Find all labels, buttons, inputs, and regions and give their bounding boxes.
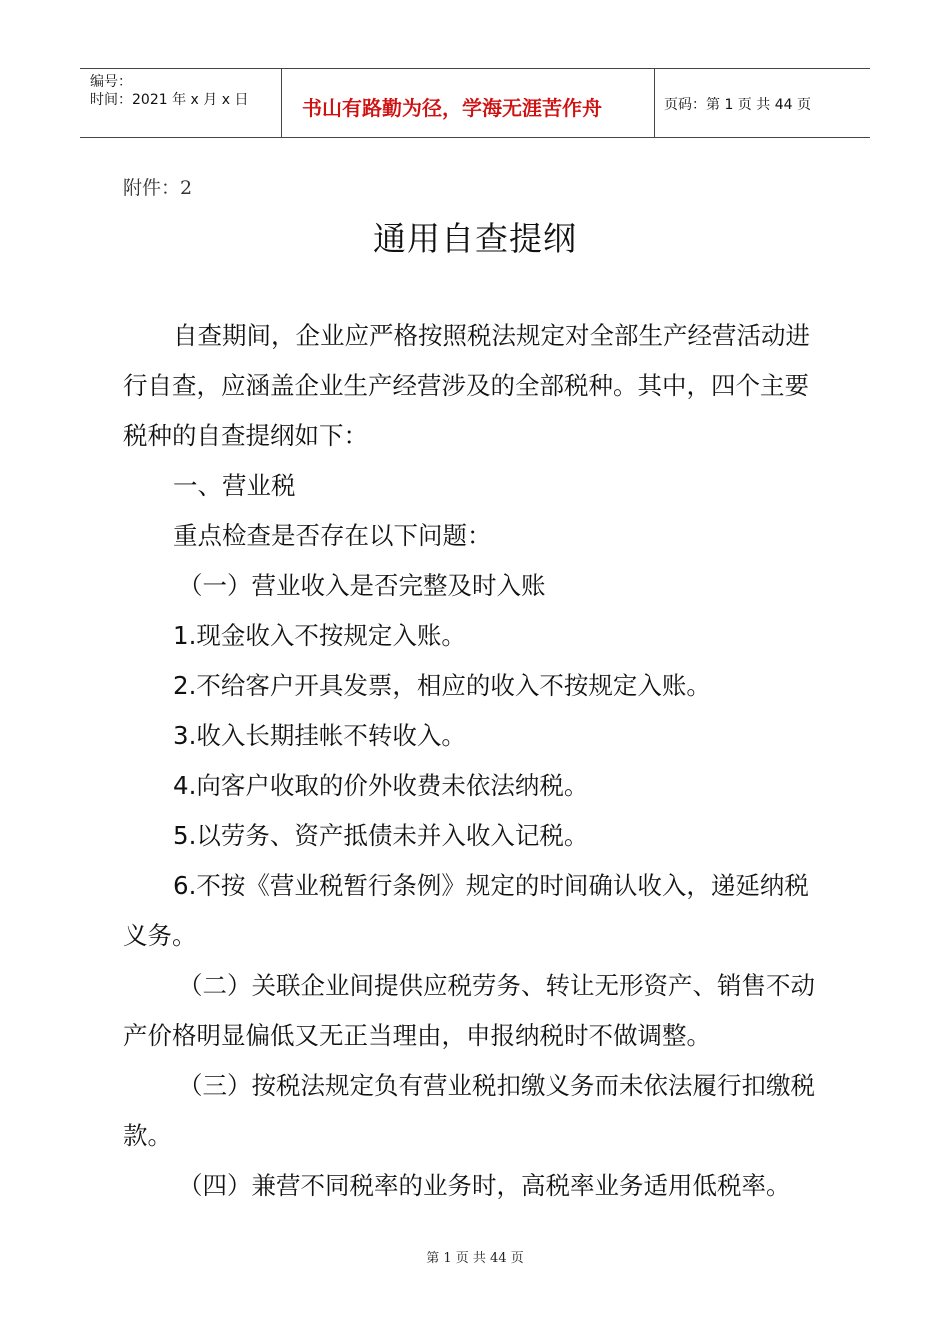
list-item: 3.收入长期挂帐不转收入。 bbox=[173, 721, 466, 750]
document-body bbox=[123, 311, 829, 1211]
subsection-paragraph: （四）兼营不同税率的业务时，高税率业务适用低税率。 bbox=[178, 1171, 791, 1200]
list-item: 2.不给客户开具发票，相应的收入不按规定入账。 bbox=[173, 671, 711, 700]
document-time-label: 时间：2021 年 x 月 x 日 bbox=[90, 92, 249, 108]
attachment-label: 附件：2 bbox=[123, 177, 193, 199]
list-item: 6.不按《营业税暂行条例》规定的时间确认收入，递延纳税义务。 bbox=[123, 871, 809, 950]
list-item: 4.向客户收取的价外收费未依法纳税。 bbox=[173, 771, 589, 800]
check-intro: 重点检查是否存在以下问题： bbox=[173, 521, 492, 550]
header-page-cell bbox=[655, 69, 870, 137]
header-motto-cell bbox=[282, 69, 655, 137]
subsection-heading: （一）营业收入是否完整及时入账 bbox=[178, 571, 546, 600]
list-item: 5.以劳务、资产抵债未并入收入记税。 bbox=[173, 821, 589, 850]
header-page-number: 页码：第 1 页 共 44 页 bbox=[664, 97, 811, 113]
subsection-paragraph: （三）按税法规定负有营业税扣缴义务而未依法履行扣缴税款。 bbox=[123, 1071, 815, 1150]
header-meta-cell bbox=[80, 69, 282, 137]
list-item: 1.现金收入不按规定入账。 bbox=[173, 621, 466, 650]
document-number-label: 编号： bbox=[90, 74, 132, 90]
header-table bbox=[80, 68, 870, 138]
intro-paragraph: 自查期间，企业应严格按照税法规定对全部生产经营活动进行自查，应涵盖企业生产经营涉及的全部税种。其中，四个主要税种的自查提纲如下： bbox=[123, 321, 810, 450]
section-heading: 一、营业税 bbox=[173, 471, 296, 500]
document-title: 通用自查提纲 bbox=[373, 219, 577, 258]
header-motto: 书山有路勤为径，学海无涯苦作舟 bbox=[302, 96, 602, 120]
subsection-paragraph: （二）关联企业间提供应税劳务、转让无形资产、销售不动产价格明显偏低又无正当理由，申报纳税时不做调整。 bbox=[123, 971, 815, 1050]
page-footer: 第 1 页 共 44 页 bbox=[426, 1251, 524, 1266]
